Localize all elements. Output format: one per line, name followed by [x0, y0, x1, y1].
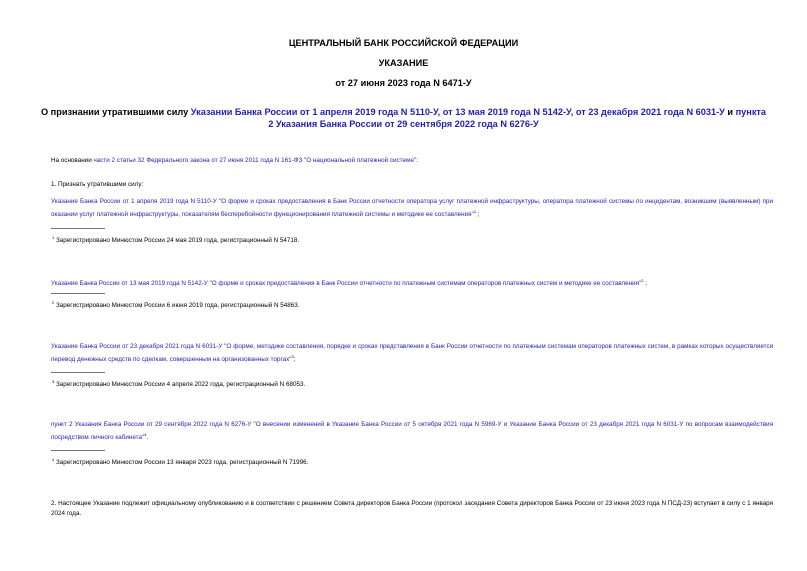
footnote-1-mark: 1: [52, 235, 55, 240]
footnote-2: [52, 298, 300, 311]
footnote-4-rule: [51, 450, 105, 451]
entry-1-link[interactable]: Указание Банка России от 1 апреля 2019 года N 5110-У "О форме и сроках предоставления в Банк России отчетности оператора услуг платежной инфраструктуры, оператора платежной системы по инцидентам, возникшим (выявленным) при оказании услуг платежной инфраструктуры, показателям бесперебойности функционирования платежной системы и методике ее составления": [51, 198, 773, 219]
basis-paragraph: [51, 156, 418, 166]
footnote-4: [52, 455, 308, 468]
org-name: ЦЕНТРАЛЬНЫЙ БАНК РОССИЙСКОЙ ФЕДЕРАЦИИ: [288, 38, 519, 48]
title-middle: и: [724, 107, 736, 117]
footnote-2-text: Зарегистрировано Минюстом России 6 июня 2019 года, регистрационный N 54863.: [55, 302, 300, 310]
title-prefix: О признании утратившими силу: [40, 107, 191, 117]
doc-title: [40, 106, 767, 130]
basis-prefix: На основании: [51, 157, 94, 164]
entry-2-suffix: ;: [643, 280, 647, 288]
entry-3-link[interactable]: Указание Банка России от 23 декабря 2021 года N 6031-У "О форме, методике составления, порядке и сроках представления в Банк России отчетности по платежным системам операторов платежных систем, в рамках которых осуществляется перевод денежных средств по сделкам, совершенным на организованных торгах": [51, 343, 773, 364]
footnote-3: [52, 377, 305, 390]
footnote-1-rule: [51, 228, 105, 229]
entry-3: [51, 342, 773, 365]
doc-type: УКАЗАНИЕ: [378, 58, 429, 68]
footnote-2-rule: [51, 293, 105, 294]
entry-2-link[interactable]: Указание Банка России от 13 мая 2019 года N 5142-У "О форме и сроках предоставления в Банк России отчетности по платежным системам операторов платежных систем и методике ее составления": [51, 280, 642, 288]
entry-4: [51, 420, 773, 443]
title-link-item2[interactable]: пункта 2 Указания Банка России от 29 сентября 2022 года N 6276-У: [268, 107, 767, 129]
entry-1-footnote-mark[interactable]: 1: [473, 209, 477, 214]
entry-3-suffix: ;: [293, 356, 296, 364]
entry-1: [51, 197, 773, 220]
footnote-3-mark: 3: [52, 379, 55, 384]
footnote-1: [52, 233, 299, 246]
title-link-repealed-acts[interactable]: Указании Банка России от 1 апреля 2019 года N 5110-У, от 13 мая 2019 года N 5142-У, от 23 декабря 2021 года N 6031-У: [190, 107, 725, 117]
footnote-4-text: Зарегистрировано Минюстом России 13 января 2023 года, регистрационный N 71996.: [55, 459, 309, 467]
basis-law-link[interactable]: части 2 статьи 32 Федерального закона от 27 июня 2011 года N 161-ФЗ "О национальной платежной системе": [93, 157, 417, 164]
footnote-3-text: Зарегистрировано Минюстом России 4 апреля 2022 года, регистрационный N 68053.: [55, 381, 306, 389]
entry-4-link[interactable]: пункт 2 Указания Банка России от 29 сентября 2022 года N 6276-У "О внесении изменений в Указание Банка России от 5 октября 2021 года N 5969-У и Указание Банка России от 23 декабря 2021 года N 6031-У по вопросам взаимодействия посредством личного кабинета": [51, 421, 773, 442]
basis-suffix: :: [416, 157, 418, 164]
item-2-paragraph: 2. Настоящее Указание подлежит официальному опубликованию и в соответствии с решением Совета директоров Банка России (протокол заседания Совета директоров Банка России от 23 июня 2023 года N ПСД-23) вступает в силу с 1 января 2024 года.: [51, 500, 773, 517]
entry-2: [51, 276, 647, 289]
footnote-4-mark: 4: [52, 457, 55, 462]
footnote-3-rule: [51, 372, 105, 373]
entry-3-footnote-mark[interactable]: 3: [291, 354, 294, 359]
item-1-heading: 1. Признать утратившими силу:: [51, 181, 144, 188]
entry-1-suffix: ;: [476, 211, 480, 219]
footnote-1-text: Зарегистрировано Минюстом России 24 мая 2019 года, регистрационный N 54718.: [55, 237, 300, 245]
entry-4-suffix: .: [146, 434, 149, 442]
entry-2-footnote-mark[interactable]: 2: [641, 278, 644, 283]
entry-4-footnote-mark[interactable]: 4: [144, 432, 147, 437]
doc-date-number: от 27 июня 2023 года N 6471-У: [335, 78, 472, 88]
footnote-2-mark: 2: [52, 300, 55, 305]
